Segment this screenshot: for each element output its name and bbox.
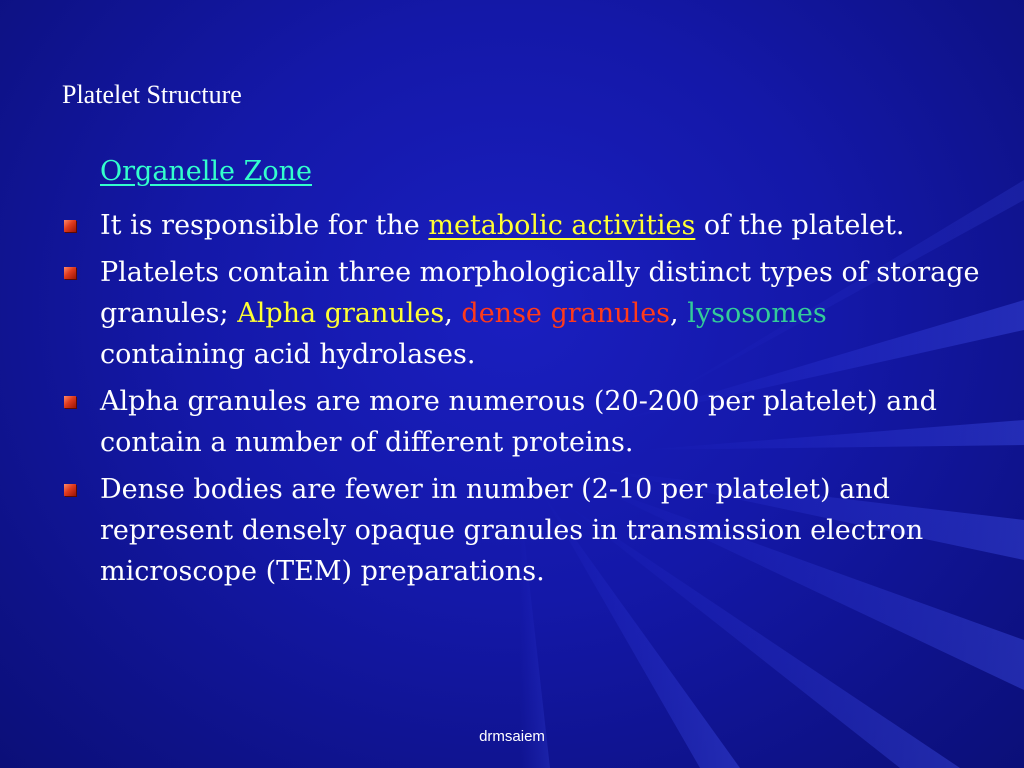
subheading-organelle-zone: Organelle Zone — [100, 156, 313, 187]
bullet-3-text: Alpha granules are more numerous (20-200 per platelet) and contain a number of different proteins. — [100, 386, 937, 458]
bullet-item-1 — [60, 205, 980, 246]
bullet-1-text-b: of the platelet. — [695, 210, 905, 241]
bullet-4-text: Dense bodies are fewer in number (2-10 per platelet) and represent densely opaque granules in transmission electron microscope (TEM) preparations. — [100, 474, 924, 587]
footer-author: drmsaiem — [479, 728, 545, 745]
bullet-2-text-b: containing acid hydrolases. — [100, 339, 476, 370]
bullet-2-comma-2: , — [670, 298, 688, 329]
square-bullet-icon — [64, 484, 76, 496]
bullet-item-3 — [60, 381, 980, 463]
bullet-item-2 — [60, 252, 980, 375]
square-bullet-icon — [64, 267, 76, 279]
highlight-metabolic-activities: metabolic activities — [428, 210, 696, 241]
bullet-2-text-a: Platelets contain three morphologically distinct types of storage granules; — [100, 257, 980, 329]
square-bullet-icon — [64, 396, 76, 408]
slide-title: Platelet Structure — [62, 80, 242, 109]
square-bullet-icon — [64, 220, 76, 232]
highlight-dense-granules: dense granules — [461, 298, 671, 329]
highlight-alpha-granules: Alpha granules — [237, 298, 445, 329]
bullet-list — [60, 205, 980, 598]
bullet-1-text-a: It is responsible for the — [100, 210, 429, 241]
bullet-item-4 — [60, 469, 980, 592]
highlight-lysosomes: lysosomes — [687, 298, 827, 329]
bullet-2-comma-1: , — [444, 298, 462, 329]
